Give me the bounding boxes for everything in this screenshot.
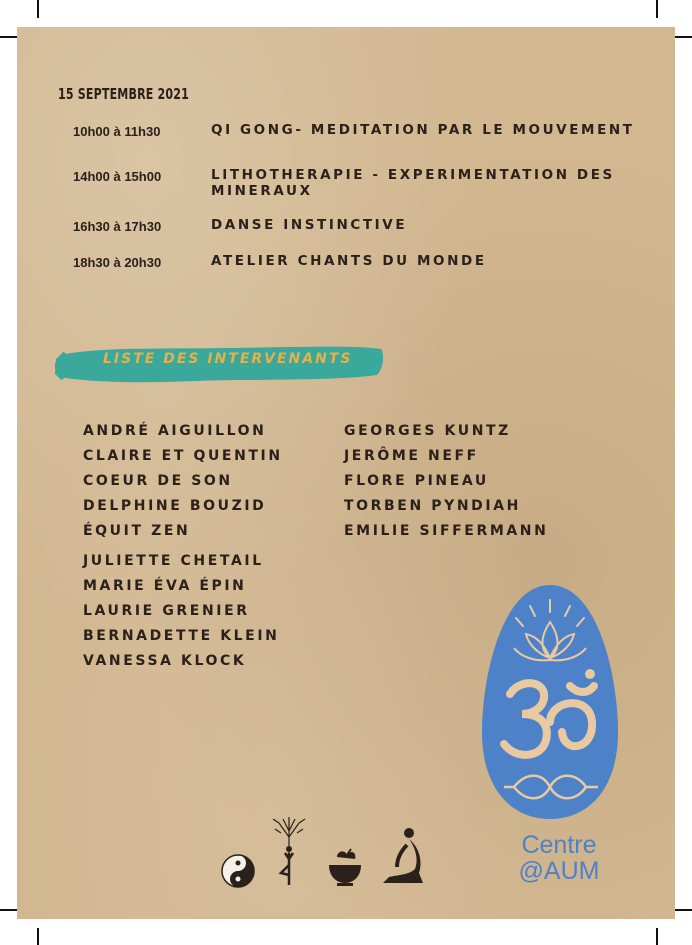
intervenant-name: EMILIE SIFFERMANN <box>344 523 549 539</box>
yoga-pose-icon <box>379 825 425 887</box>
intervenant-name: CLAIRE ET QUENTIN <box>83 448 283 464</box>
intervenants-list-left <box>83 419 283 674</box>
schedule-activity: LITHOTHERAPIE - EXPERIMENTATION DES MINERAUX <box>211 167 615 199</box>
intervenant-name: JULIETTE CHETAIL <box>83 553 264 569</box>
schedule-time: 16h30 à 17h30 <box>73 219 162 234</box>
crop-mark <box>674 909 692 911</box>
crop-mark <box>674 36 692 38</box>
mortar-herbs-icon <box>325 847 365 887</box>
intervenant-name: LAURIE GRENIER <box>83 603 250 619</box>
crop-mark <box>0 36 18 38</box>
centre-line: Centre <box>521 831 597 859</box>
intervenant-name: COEUR DE SON <box>83 473 233 489</box>
schedule-activity: QI GONG- MEDITATION PAR LE MOUVEMENT <box>211 122 635 138</box>
schedule-time: 18h30 à 20h30 <box>73 255 162 270</box>
intervenant-name: JERÔME NEFF <box>344 448 479 464</box>
intervenant-name: MARIE ÉVA ÉPIN <box>83 578 247 594</box>
centre-aum-logo <box>480 582 620 822</box>
intervenants-title: LISTE DES INTERVENANTS <box>103 351 353 367</box>
intervenant-name: BERNADETTE KLEIN <box>83 628 280 644</box>
intervenant-name: ÉQUIT ZEN <box>83 523 191 539</box>
schedule-activity: DANSE INSTINCTIVE <box>211 217 408 233</box>
centre-at-aum: @AUM <box>518 857 600 885</box>
intervenant-name: TORBEN PYNDIAH <box>344 498 521 514</box>
intervenant-name: FLORE PINEAU <box>344 473 489 489</box>
yin-yang-icon <box>220 853 256 889</box>
intervenant-name: GEORGES KUNTZ <box>344 423 511 439</box>
crop-mark <box>37 928 39 945</box>
intervenant-name: DELPHINE BOUZID <box>83 498 267 514</box>
tree-yoga-icon <box>265 813 313 889</box>
crop-mark <box>37 0 39 18</box>
intervenants-list-right <box>344 419 548 544</box>
intervenant-name: VANESSA KLOCK <box>83 653 247 669</box>
event-date: 15 SEPTEMBRE 2021 <box>58 85 189 103</box>
schedule-time: 14h00 à 15h00 <box>73 169 162 184</box>
crop-mark <box>0 909 18 911</box>
schedule-time: 10h00 à 11h30 <box>73 124 161 139</box>
schedule-activity: ATELIER CHANTS DU MONDE <box>211 253 487 269</box>
flyer-page <box>17 27 675 919</box>
intervenant-name: ANDRÉ AIGUILLON <box>83 423 267 439</box>
crop-mark <box>656 928 658 945</box>
centre-aum-label <box>499 832 619 884</box>
crop-mark <box>656 0 658 18</box>
